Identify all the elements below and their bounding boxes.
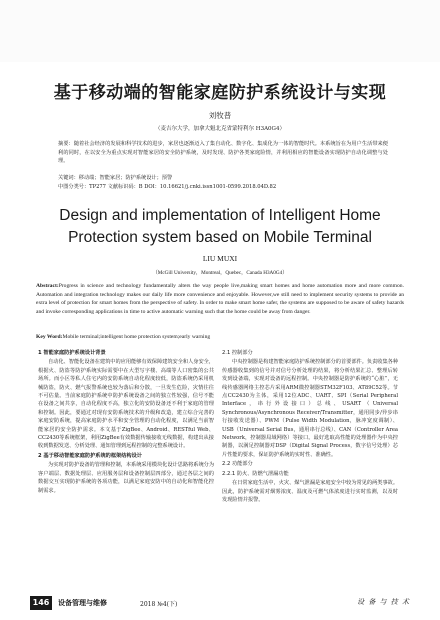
section-heading: 1 智能家庭防护系统设计背景	[38, 350, 106, 356]
body-paragraph: 为实现对防护设备的管理和控制，本系统采用模块化设计思路将系统分为客户端层、数据处理层、应用服务层和设备控制层四部分，通过各层之间的数据交互实现防护系统的各项功能，以满足家庭安防中的自动化和智能化控制需求。	[38, 462, 215, 494]
article-title-english-line1: Design and implementation of Intelligent Home	[59, 207, 381, 224]
keywords-english-text: Mobile terminal;intelligent home protection system;early warning	[62, 334, 211, 340]
keywords-english	[36, 334, 404, 340]
article-title-english-line2: Protection system based on Mobile Terminal	[68, 229, 372, 246]
journal-name: 设备管理与维修	[58, 599, 107, 607]
abstract-chinese: 摘要：随着社会经济的发展和科学技术的进步，家居也逐渐迈入了集自动化、数字化、集成化为一体的智能时代。本系统旨在为用户生活带来便利的同时，在以安全为重点实现对智能家居的安全防护系统，及时发现、防护各类家庭险情，并利用相应的智能设备实现防护自动化调整与处理。	[58, 141, 388, 164]
abstract-english-text: Progress in science and technology fundamentally alters the way people live,making smart homes and home automation more and more common. Automation and integration technology makes our daily life more convenience and enjoyable. However,we still need to implement security systems to provide an extra level of protection for smart homes from the perspective of safety. In order to make smart home safer, the systems are supposed to be aware of safety hazards and invoke corresponding applications in time to active automatic warning such that the home could be away from danger.	[36, 283, 404, 315]
abstract-english	[36, 282, 404, 316]
author-name-chinese: 刘牧普	[208, 111, 232, 120]
body-paragraph: 在日常家庭生活中，火灾、煤气泄漏是家庭安全中较为常见的两类事故。因此，防护系统需对烟雾浓度、温度及可燃气体浓度进行实时监测，以及时发现险情并报警。	[222, 480, 399, 503]
page-number: 146	[30, 596, 52, 610]
abstract-english-label: Abstract:	[36, 283, 59, 289]
subsection-heading: 2.1 控制部分	[222, 350, 253, 356]
keywords-english-label: Key Word:	[36, 334, 63, 340]
body-paragraph: 自动化、智能化设备在建筑中的应用能够有效保障建筑安全和人身安全，根据火、防盗等防护系统实际需要中在大型写字楼、高端等人口密集的公共场所。而小区等私人住宅内的安防系统自动化程度较低，防盗系统仍采用机械防盗，防火、燃气报警系统也较为落后和分散，一旦发生危险，灾情往往不可估量。当前家庭防护系统中防护系统设备之间的独立性较强，信号不能在设备之间共享，自动化程度不高，独立化的安防设备还不利于家庭的管理和控制。因此，要通过对现有安防系统技术的升级和改造，建立综合完善的家庭安防系统，提高家庭防护水平和安全管理的自动化程度，以满足当前智能家居的安全防护需求。本文基于ZigBee、Android、RESTful Web、CC2430等系统框架，利用ZigBee有效数据传输接收无线数据，构建出从接收到数据发送、分析处理、通知管理到远程控制的完整系统设计。	[38, 359, 215, 450]
body-left-column	[38, 348, 214, 495]
journal-issue: 2018 №4(下)	[140, 601, 178, 608]
article-title-english	[0, 205, 440, 249]
body-right-column	[222, 348, 398, 504]
page-header-band	[0, 0, 440, 62]
article-title-chinese: 基于移动端的智能家庭防护系统设计与实现	[53, 83, 387, 103]
keywords-chinese: 关键词：移动端；智能家居；防护系统设计；预警	[58, 175, 173, 181]
subsection-heading: 2.2.1 防火、防燃气泄漏功能	[222, 470, 289, 477]
page-footer	[30, 596, 410, 610]
section-heading: 2 基于移动智能家庭防护系统的框架结构设计	[38, 452, 142, 459]
author-affiliation-chinese: （麦吉尔大学，加拿大魁北克省蒙特利尔 H3A0G4）	[155, 126, 285, 132]
section-label: 设 备 与 技 术	[357, 598, 410, 606]
body-paragraph: 中央控制器是构建智能家庭防护系统控制部分的首要部件。负责收集各种传感器收集到的信号并对信号分析处理的结果，将分析结果汇总、整理后转发到设备端，实现对设备的远程控制。中央控制器是防护系统的“心脏”，无线传感器网络主控芯片采用ARM微控制器STM32F103、AT89C52等。节点CC2430为主体，采用12位ADC、UART、SPI（Serial Peripheral Interface，串行外设接口）总线、USART（Universal Synchronous/Asynchronous Receiver/Transmitter，通用同步/异步串行接收发送器）、PWM（Pulse Width Modulation，脉冲宽度调制）、USB（Universal Serial Bus，通用串行总线）、CAN（Controller Area Network，控制器局域网络）等接口。最好选取高性能的处理器作为中央控制器，以满足控制器对DSP（Digital Signal Process，数字信号处理）芯片性能的要求，保证防护系统的实时性、准确性。	[222, 359, 399, 458]
subsection-heading: 2.2 功能部分	[222, 461, 253, 468]
author-name-english: LIU MUXI	[202, 254, 238, 263]
classification-line: 中图分类号：TP277 文献标识码：B DOI：10.16621/j.cnki.issn1001-0599.2018.04D.82	[58, 184, 277, 190]
author-affiliation-english: （McGill University，Montreal，Quebec，Canada H3A0G4）	[152, 270, 288, 276]
